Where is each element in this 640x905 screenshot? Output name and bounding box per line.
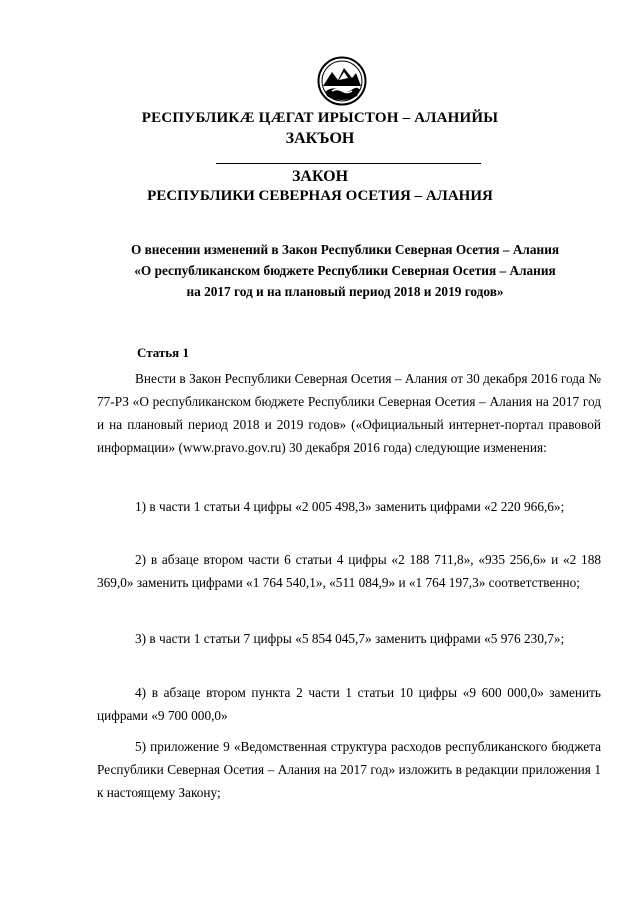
title-line-2: «О республиканском бюджете Республики Северная Осетия – Алания bbox=[134, 263, 556, 278]
amendment-item-5: 5) приложение 9 «Ведомственная структура расходов республиканского бюджета Республики Северная Осетия – Алания на 2017 год» изложить в редакции приложения 1 к настоящему Закону; bbox=[97, 739, 601, 800]
document-title bbox=[90, 239, 600, 302]
header-law-russian: ЗАКОН bbox=[291, 168, 349, 185]
header-republic-russian: РЕСПУБЛИКИ СЕВЕРНАЯ ОСЕТИЯ – АЛАНИЯ bbox=[147, 188, 493, 204]
header-law-ossetian: ЗАКЪОН bbox=[285, 130, 355, 147]
amendment-item-2: 2) в абзаце втором части 6 статьи 4 цифры «2 188 711,8», «935 256,6» и «2 188 369,0» заменить цифрами «1 764 540,1», «511 084,9» и «1 764 197,3» соответственно; bbox=[97, 552, 601, 590]
amendment-item-1: 1) в части 1 статьи 4 цифры «2 005 498,3» заменить цифрами «2 220 966,6»; bbox=[135, 499, 565, 514]
article-heading: Статья 1 bbox=[137, 345, 189, 360]
amendment-item-3: 3) в части 1 статьи 7 цифры «5 854 045,7» заменить цифрами «5 976 230,7»; bbox=[135, 631, 565, 646]
amendment-item-4: 4) в абзаце втором пункта 2 части 1 статьи 10 цифры «9 600 000,0» заменить цифрами «9 700 000,0» bbox=[97, 685, 601, 723]
article-intro-paragraph: Внести в Закон Республики Северная Осетия – Алания от 30 декабря 2016 года № 77-РЗ «О республиканском бюджете Республики Северная Осетия – Алания на 2017 год и на плановый период 2018 и 2019 годов» («Официальный интернет-портал правовой информации» (www.pravo.gov.ru) 30 декабря 2016 года) следующие изменения: bbox=[97, 371, 601, 455]
header-republic-ossetian: РЕСПУБЛИКÆ ЦÆГАТ ИРЫСТОН – АЛАНИЙЫ bbox=[141, 110, 499, 126]
title-line-3: на 2017 год и на плановый период 2018 и 2019 годов» bbox=[186, 284, 504, 299]
coat-of-arms-emblem-icon bbox=[317, 56, 367, 106]
title-line-1: О внесении изменений в Закон Республики Северная Осетия – Алания bbox=[130, 242, 560, 257]
header-divider bbox=[216, 163, 481, 164]
